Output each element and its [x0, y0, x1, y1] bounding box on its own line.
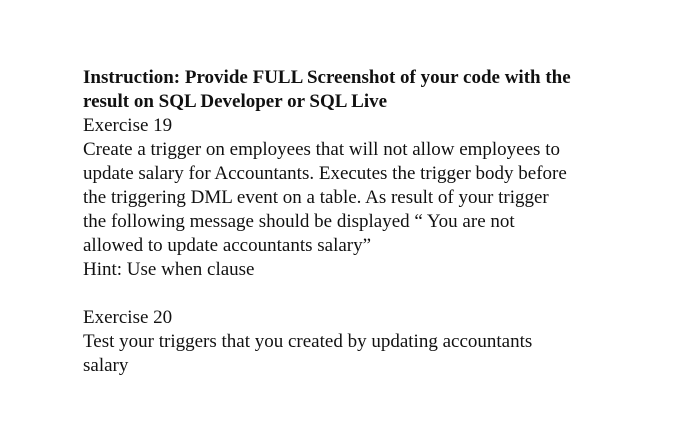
exercise-19-line: Create a trigger on employees that will not allow employees to	[83, 139, 560, 160]
exercise-20-block	[83, 306, 683, 378]
exercise-19-line: the triggering DML event on a table. As result of your trigger	[83, 187, 549, 208]
exercise-19-hint: Hint: Use when clause	[83, 259, 255, 280]
document-body	[83, 66, 683, 378]
exercise-19-block	[83, 114, 683, 282]
exercise-19-line: the following message should be displayed “ You are not	[83, 211, 515, 232]
exercise-20-line: salary	[83, 355, 129, 376]
instruction-line: result on SQL Developer or SQL Live	[83, 91, 388, 112]
exercise-19-title: Exercise 19	[83, 115, 173, 136]
exercise-19-line: allowed to update accountants salary”	[83, 235, 372, 256]
exercise-19-line: update salary for Accountants. Executes the trigger body before	[83, 163, 567, 184]
paragraph-gap	[83, 282, 683, 306]
instruction-block	[83, 66, 683, 114]
instruction-line: Instruction: Provide FULL Screenshot of your code with the	[83, 67, 571, 88]
exercise-20-title: Exercise 20	[83, 307, 173, 328]
exercise-20-line: Test your triggers that you created by updating accountants	[83, 331, 533, 352]
